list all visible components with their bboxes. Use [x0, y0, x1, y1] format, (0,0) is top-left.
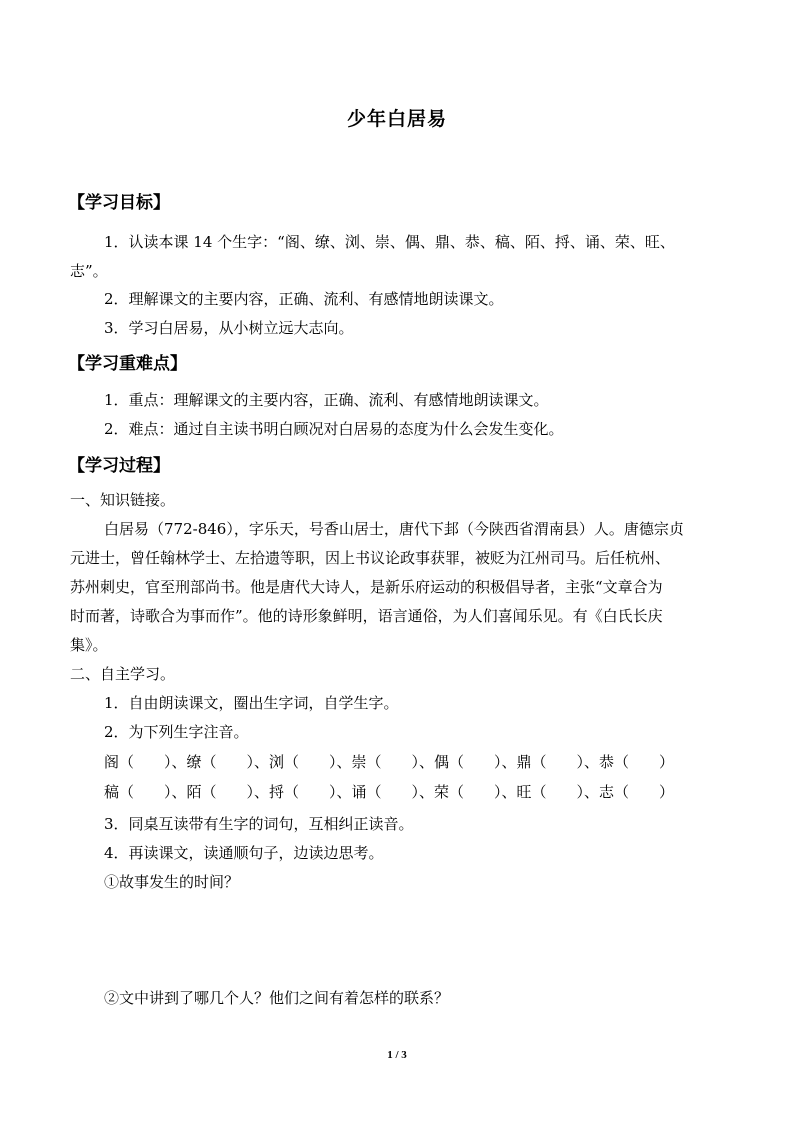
page-title: 少年白居易 [346, 108, 447, 130]
question-1: ①故事发生的时间？ [104, 873, 240, 891]
part2-title: 二、自主学习。 [70, 665, 176, 683]
section-heading-goals: 【学习目标】 [68, 193, 170, 213]
pinyin-exercise-row-2: 稿（ ）、陌（ ）、捋（ ）、诵（ ）、荣（ ）、旺（ ）、志（ ） [104, 783, 675, 801]
step-2: 2．为下列生字注音。 [104, 723, 249, 741]
goal-item-1: 1．认读本课 14 个生字：“阁、缭、浏、崇、偶、鼎、恭、稿、陌、捋、诵、荣、旺、 [104, 233, 675, 251]
step-4: 4．再读课文，读通顺句子，边读边思考。 [104, 844, 384, 862]
goal-item-3: 3．学习白居易，从小树立远大志向。 [104, 319, 354, 337]
bio-line-4: 时而著，诗歌合为事而作”。他的诗形象鲜明，语言通俗，为人们喜闻乐见。有《白氏长庆 [70, 607, 663, 625]
section-heading-process: 【学习过程】 [68, 456, 170, 476]
step-3: 3．同桌互读带有生字的词句，互相纠正读音。 [104, 815, 414, 833]
page-number: 1 / 3 [387, 1049, 407, 1061]
goal-item-2: 2．理解课文的主要内容，正确、流利、有感情地朗读课文。 [104, 290, 504, 308]
step-1: 1．自由朗读课文，圈出生字词，自学生字。 [104, 694, 399, 712]
key-point-1: 1．重点：理解课文的主要内容，正确、流利、有感情地朗读课文。 [104, 391, 549, 409]
key-point-2: 2．难点：通过自主读书明白顾况对白居易的态度为什么会发生变化。 [104, 420, 564, 438]
bio-line-1: 白居易（772-846），字乐天，号香山居士，唐代下邽（今陕西省渭南县）人。唐德宗贞 [104, 520, 684, 538]
pinyin-exercise-row-1: 阁（ ）、缭（ ）、浏（ ）、崇（ ）、偶（ ）、鼎（ ）、恭（ ） [104, 753, 675, 771]
bio-line-2: 元进士，曾任翰林学士、左拾遗等职，因上书议论政事获罪，被贬为江州司马。后任杭州、 [70, 549, 671, 567]
section-heading-key-points: 【学习重难点】 [68, 354, 187, 374]
bio-line-3: 苏州刺史，官至刑部尚书。他是唐代大诗人，是新乐府运动的积极倡导者，主张“文章合为 [70, 578, 663, 596]
bio-line-5: 集》。 [70, 636, 108, 654]
question-2: ②文中讲到了哪几个人？他们之间有着怎样的联系？ [104, 989, 450, 1007]
part1-title: 一、知识链接。 [70, 491, 176, 509]
goal-item-1-cont: 志”。 [70, 262, 108, 280]
